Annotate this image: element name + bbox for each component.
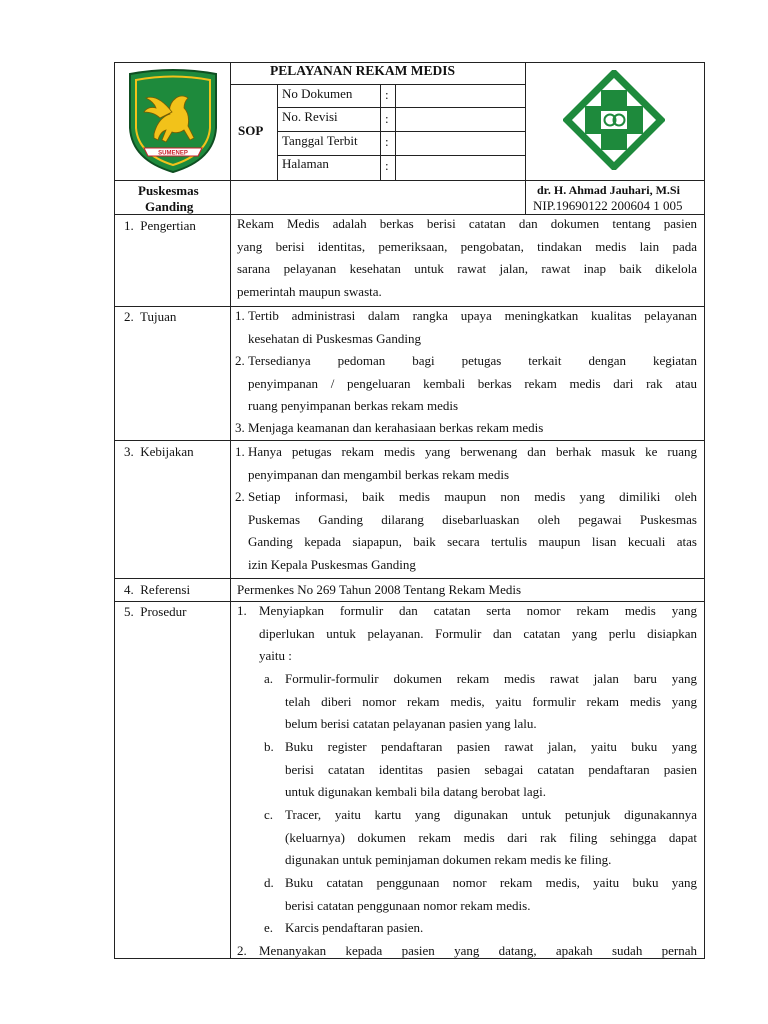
tujuan-line: ruang penyimpanan berkas rekam medis: [248, 398, 459, 413]
tujuan-item-number: 3.: [235, 420, 245, 435]
kebijakan-line: izin Kepala Puskesmas Ganding: [248, 556, 416, 572]
kebijakan-item-1: [248, 441, 697, 486]
prosedur-subitem-letter: b.: [264, 739, 274, 754]
prosedur-subitem-d: [285, 872, 697, 917]
document-title: PELAYANAN REKAM MEDIS: [270, 63, 456, 78]
kebijakan-line: Setiap informasi, baik medis maupun non medis yang dimiliki oleh: [248, 489, 697, 504]
prosedur-subitem-letter: d.: [264, 875, 274, 890]
signer-nip: NIP.19690122 200604 1 005: [533, 198, 683, 213]
prosedur-step-number: 2.: [237, 943, 247, 958]
sop-label: SOP: [238, 123, 264, 138]
label-referensi: 4. Referensi: [124, 582, 191, 597]
prosedur-subitem-letter: e.: [264, 920, 274, 935]
prosedur-line: belum berisi catatan pelayanan pasien yang lalu.: [285, 716, 537, 731]
prosedur-step-2: [259, 940, 697, 963]
prosedur-subitem-letter: a.: [264, 671, 274, 686]
field-colon-halaman: :: [385, 158, 389, 173]
tujuan-line: Menjaga keamanan dan kerahasiaan berkas rekam medis: [248, 420, 544, 435]
prosedur-line: (keluarnya) dokumen rekam medis dari rak filing sehingga dapat: [285, 829, 697, 845]
label-pengertian: 1. Pengertian: [124, 218, 196, 233]
prosedur-line: untuk digunakan kembali bila datang berobat lagi.: [285, 784, 547, 799]
prosedur-line: telah diberi nomor rekam medis, yaitu formulir rekam medis yang: [285, 693, 697, 709]
prosedur-line: Tracer, yaitu kartu yang digunakan untuk petunjuk digunakannya: [285, 807, 697, 822]
field-label-no-dokumen: No Dokumen: [282, 86, 353, 101]
prosedur-step-1: [259, 600, 697, 668]
tujuan-line: penyimpanan / pengeluaran kembali berkas rekam medis dari rak atau: [248, 375, 697, 391]
kebijakan-line: Puskemas Ganding dilarang disebarluaskan oleh pegawai Puskesmas: [248, 511, 697, 527]
prosedur-line: Buku catatan penggunaan nomor rekam medis, yaitu buku yang: [285, 875, 697, 890]
field-colon-no-revisi: :: [385, 111, 389, 126]
prosedur-line: Menanyakan kepada pasien yang datang, apakah sudah pernah: [259, 943, 697, 958]
prosedur-subitem-a: [285, 668, 697, 736]
prosedur-line: Karcis pendaftaran pasien.: [285, 920, 424, 935]
prosedur-subitem-letter: c.: [264, 807, 274, 822]
referensi-text: Permenkes No 269 Tahun 2008 Tentang Rekam Medis: [237, 582, 522, 597]
field-label-halaman: Halaman: [282, 156, 329, 171]
kebijakan-item-2: [248, 486, 697, 576]
prosedur-line: yaitu :: [259, 648, 292, 663]
tujuan-item-3: [248, 417, 697, 440]
signer-name: dr. H. Ahmad Jauhari, M.Si: [537, 183, 680, 197]
tujuan-line: Tertib administrasi dalam rangka upaya meningkatkan kualitas pelayanan: [248, 308, 697, 323]
label-kebijakan: 3. Kebijakan: [124, 444, 194, 459]
org-name-line1: Puskesmas: [138, 183, 199, 198]
kebijakan-item-number: 1.: [235, 444, 245, 459]
puskesmas-logo: [563, 70, 665, 170]
prosedur-step-number: 1.: [237, 603, 247, 618]
prosedur-subitem-e: [285, 917, 697, 940]
tujuan-item-1: [248, 305, 697, 350]
prosedur-subitem-b: [285, 736, 697, 804]
prosedur-line: berisi catatan identitas pasien sebagai catatan pendaftaran pasien: [285, 761, 697, 777]
prosedur-line: digunakan untuk peminjaman dokumen rekam medis ke filing.: [285, 852, 612, 867]
field-label-tanggal-terbit: Tanggal Terbit: [282, 133, 358, 148]
prosedur-line: Buku register pendaftaran pasien rawat jalan, yaitu buku yang: [285, 739, 697, 754]
pengertian-line: pemerintah maupun swasta.: [237, 283, 382, 299]
pengertian-line: sarana pelayanan kesehatan untuk rawat jalan, rawat inap baik dikelola: [237, 261, 697, 276]
pengertian-line: Rekam Medis adalah berkas berisi catatan dan dokumen tentang pasien: [237, 216, 697, 231]
pengertian-line: yang berisi identitas, pemeriksaan, pengobatan, tindakan medis lain pada: [237, 238, 697, 254]
crest-banner-text: SUMENEP: [158, 150, 188, 157]
org-name-line2: Ganding: [145, 199, 194, 214]
pengertian-text: [237, 213, 697, 303]
prosedur-line: Formulir-formulir dokumen rekam medis rawat jalan baru yang: [285, 671, 697, 686]
label-prosedur: 5. Prosedur: [124, 604, 187, 619]
tujuan-item-number: 2.: [235, 353, 245, 368]
prosedur-line: Menyiapkan formulir dan catatan serta nomor rekam medis yang: [259, 603, 697, 618]
field-colon-no-dokumen: :: [385, 87, 389, 102]
prosedur-line: berisi catatan penggunaan nomor rekam medis.: [285, 897, 531, 913]
label-tujuan: 2. Tujuan: [124, 309, 177, 324]
kebijakan-item-number: 2.: [235, 489, 245, 504]
tujuan-item-number: 1.: [235, 308, 245, 323]
tujuan-line: Tersedianya pedoman bagi petugas terkait dengan kegiatan: [248, 353, 697, 368]
kebijakan-line: Ganding kepada siapapun, baik secara tertulis maupun lisan kecuali atas: [248, 534, 697, 549]
tujuan-item-2: [248, 350, 697, 418]
prosedur-line: diperlukan untuk pelayanan. Formulir dan catatan yang perlu disiapkan: [259, 625, 697, 641]
tujuan-line: kesehatan di Puskesmas Ganding: [248, 330, 421, 346]
field-colon-tanggal-terbit: :: [385, 134, 389, 149]
prosedur-subitem-c: [285, 804, 697, 872]
kebijakan-line: Hanya petugas rekam medis yang berwenang dan berhak masuk ke ruang: [248, 444, 697, 459]
field-label-no-revisi: No. Revisi: [282, 109, 338, 124]
sumenep-crest-logo: [124, 68, 222, 176]
kebijakan-line: penyimpanan dan mengambil berkas rekam medis: [248, 466, 510, 482]
